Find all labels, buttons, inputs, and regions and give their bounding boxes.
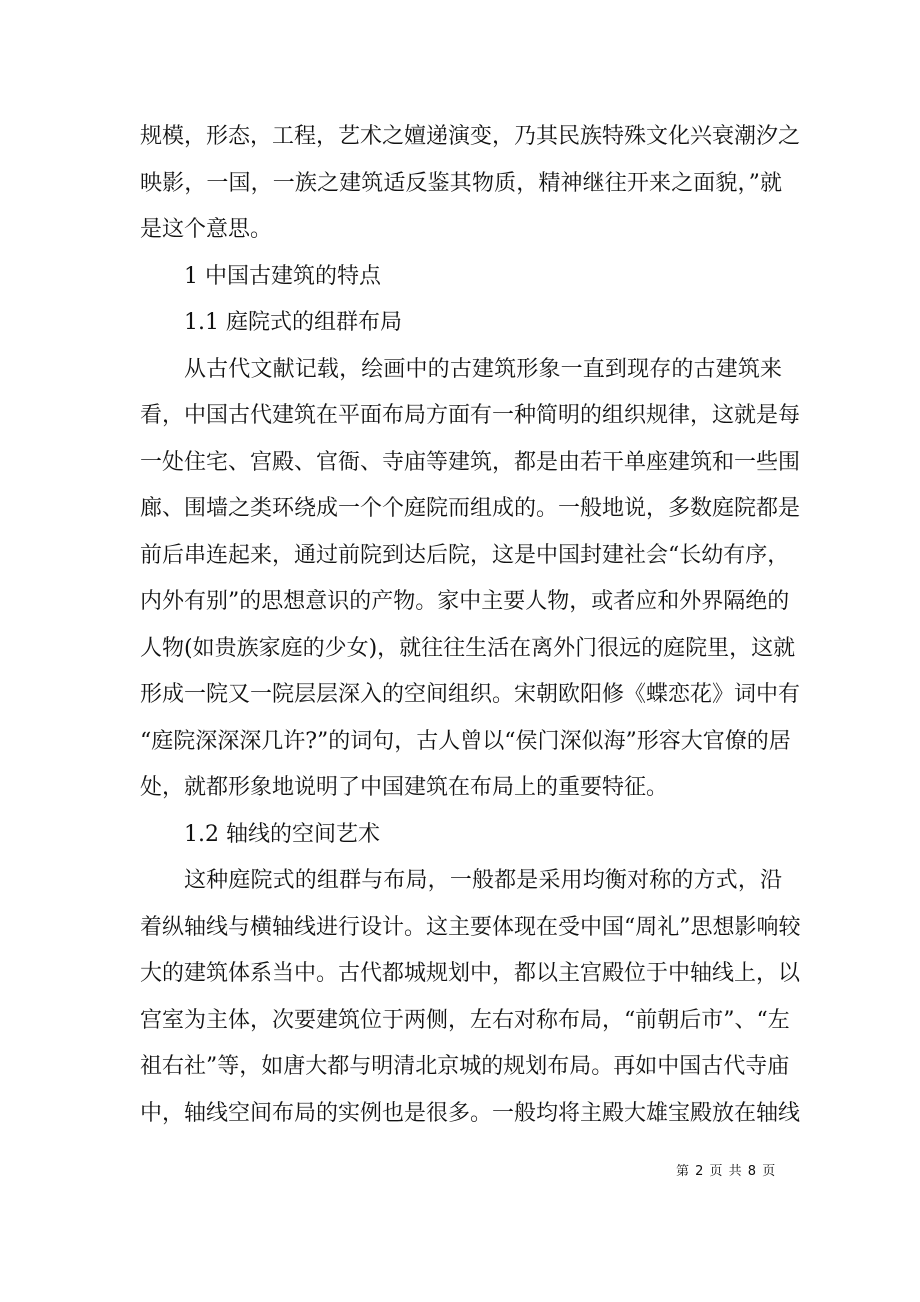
text-line: 中，轴线空间布局的实例也是很多。一般均将主殿大雄宝殿放在轴线 bbox=[140, 1100, 801, 1126]
page-number-footer: 第 2 页 共 8 页 bbox=[676, 1164, 777, 1179]
text-line: 规模，形态，工程，艺术之嬗递演变，乃其民族特殊文化兴衰潮汐之 bbox=[140, 124, 801, 149]
section-heading-1: 1 中国古建筑的特点 bbox=[184, 263, 381, 289]
text-line: 形成一院又一院层层深入的空间组织。宋朝欧阳修《蝶恋花》词中有 bbox=[140, 682, 801, 707]
text-line: 一处住宅、宫殿、官衙、寺庙等建筑，都是由若干单座建筑和一些围 bbox=[140, 449, 801, 475]
section-heading-1-2: 1.2 轴线的空间艺术 bbox=[184, 821, 380, 847]
text-line: 是这个意思。 bbox=[140, 217, 273, 242]
intro-paragraph bbox=[140, 114, 801, 254]
text-line: 宫室为主体，次要建筑位于两侧，左右对称布局，“前朝后市”、“左 bbox=[140, 1007, 790, 1033]
text-line: “庭院深深深几许?”的词句，古人曾以“侯门深似海”形容大官僚的居 bbox=[140, 728, 791, 754]
text-line: 看，中国古代建筑在平面布局方面有一种简明的组织规律，这就是每 bbox=[140, 403, 801, 428]
text-line: 祖右社”等，如唐大都与明清北京城的规划布局。再如中国古代寺庙 bbox=[140, 1054, 790, 1079]
text-line: 从古代文献记载，绘画中的古建筑形象一直到现存的古建筑来 bbox=[184, 356, 782, 382]
text-line: 映影，一国，一族之建筑适反鉴其物质，精神继往开来之面貌，”就 bbox=[140, 170, 782, 196]
paragraph-axis-space bbox=[140, 858, 801, 1137]
text-line: 大的建筑体系当中。古代都城规划中，都以主宫殿位于中轴线上，以 bbox=[140, 961, 801, 986]
text-line: 处，就都形象地说明了中国建筑在布局上的重要特征。 bbox=[140, 775, 669, 800]
document-body bbox=[140, 114, 801, 1137]
paragraph-courtyard-layout bbox=[140, 347, 801, 812]
text-line: 着纵轴线与横轴线进行设计。这主要体现在受中国“周礼”思想影响较 bbox=[140, 914, 801, 940]
text-line: 内外有别”的思想意识的产物。家中主要人物，或者应和外界隔绝的 bbox=[140, 589, 790, 614]
text-line: 前后串连起来，通过前院到达后院，这是中国封建社会“长幼有序， bbox=[140, 542, 790, 568]
text-line: 廊、围墙之类环绕成一个个庭院而组成的。一般地说，多数庭院都是 bbox=[140, 496, 801, 521]
text-line: 人物(如贵族家庭的少女)，就往往生活在离外门很远的庭院里，这就 bbox=[140, 635, 796, 661]
section-heading-1-1: 1.1 庭院式的组群布局 bbox=[184, 310, 402, 335]
text-line: 这种庭院式的组群与布局，一般都是采用均衡对称的方式，沿 bbox=[184, 868, 782, 893]
